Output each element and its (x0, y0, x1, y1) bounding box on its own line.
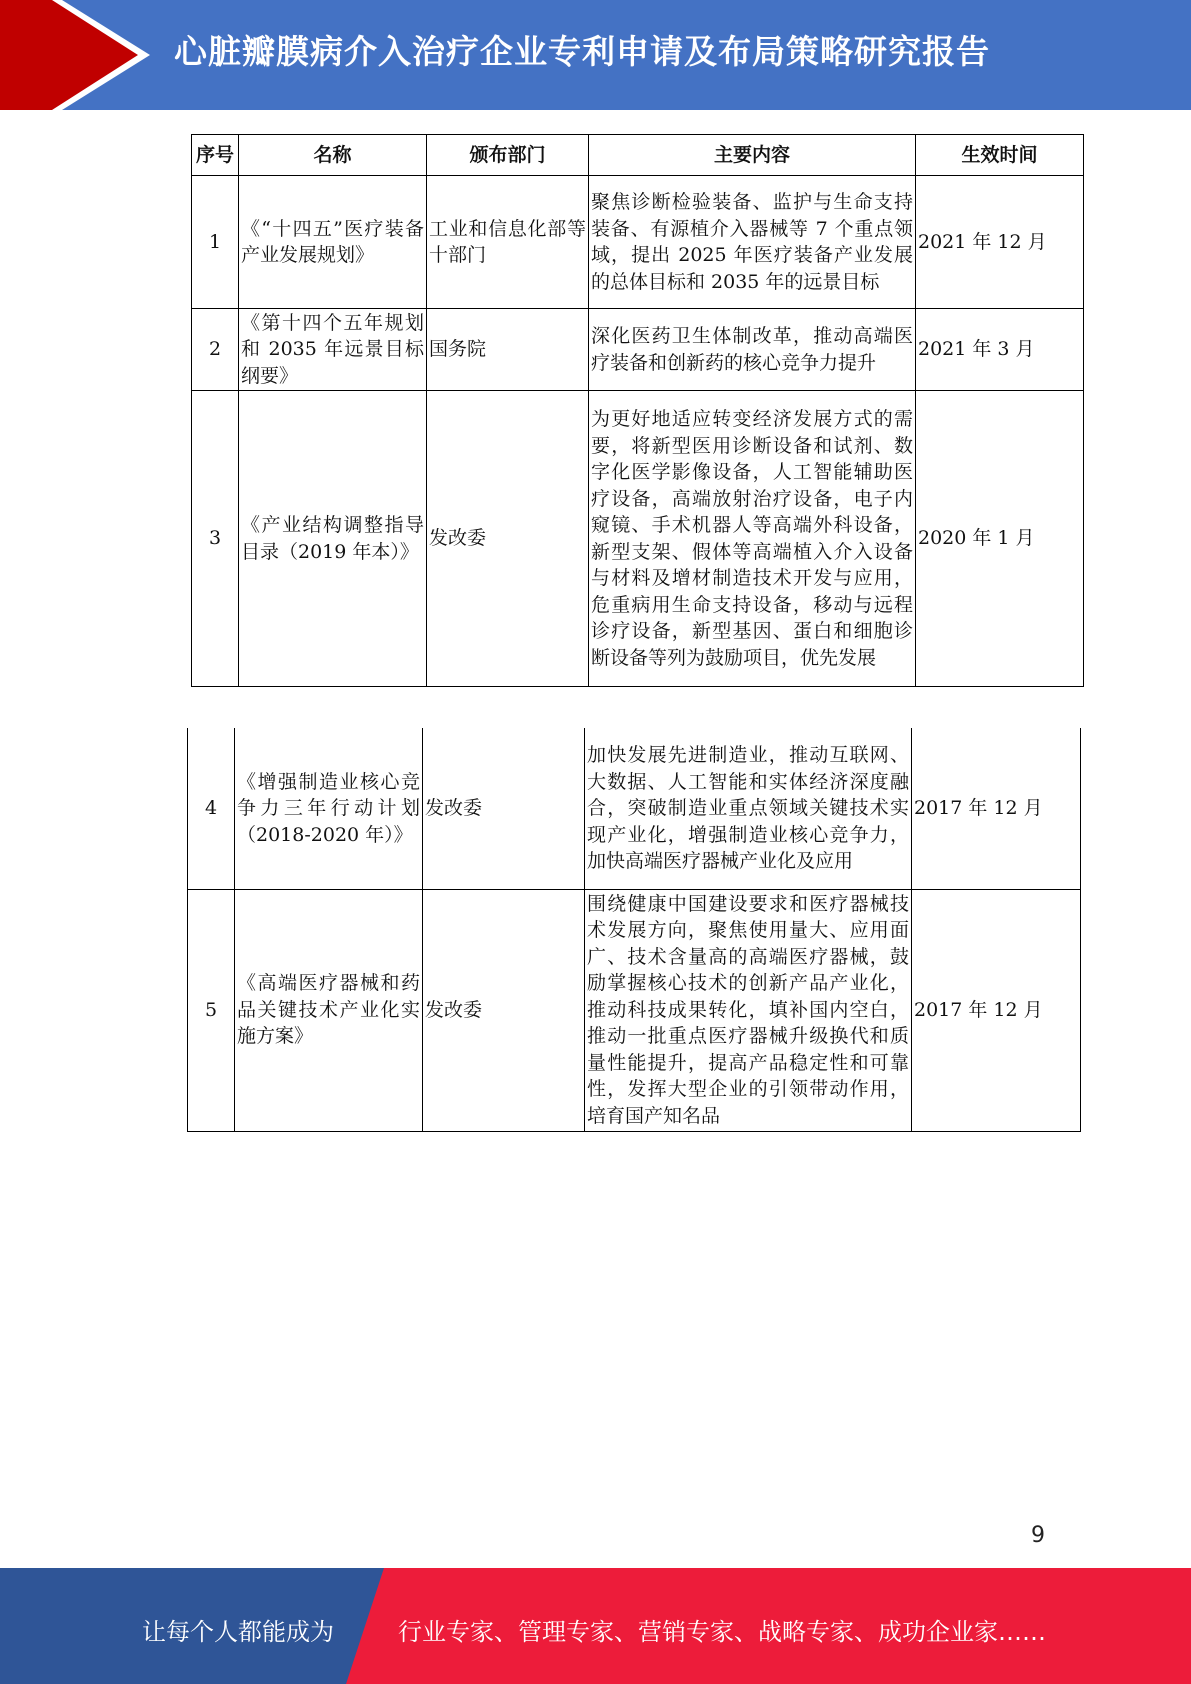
row-no: 2 (192, 309, 239, 391)
row-name: 《产业结构调整指导目录（2019 年本）》 (239, 391, 427, 687)
row-no: 1 (192, 176, 239, 309)
row-name: 《高端医疗器械和药品关键技术产业化实施方案》 (235, 889, 423, 1131)
header-arrow-decoration (0, 0, 160, 110)
policy-table-part-2 (187, 728, 1081, 1132)
row-content: 加快发展先进制造业，推动互联网、大数据、人工智能和实体经济深度融合，突破制造业重点领域关键技术实现产业化，增强制造业核心竞争力，加快高端医疗器械产业化及应用 (585, 728, 912, 889)
table-row (188, 889, 1081, 1131)
report-title: 心脏瓣膜病介入治疗企业专利申请及布局策略研究报告 (174, 32, 990, 71)
table-row (192, 391, 1084, 687)
row-date: 2021 年 12 月 (916, 176, 1084, 309)
column-header-name: 名称 (239, 135, 427, 176)
table-row (192, 309, 1084, 391)
row-name: 《第十四个五年规划和 2035 年远景目标纲要》 (239, 309, 427, 391)
row-dept: 发改委 (427, 391, 589, 687)
report-header (0, 0, 1191, 110)
row-name: 《增强制造业核心竞争力三年行动计划 （2018-2020 年）》 (235, 728, 423, 889)
policy-table-part-1 (191, 134, 1084, 687)
column-header-dept: 颁布部门 (427, 135, 589, 176)
row-no: 3 (192, 391, 239, 687)
row-dept: 国务院 (427, 309, 589, 391)
footer-slogan-right: 行业专家、管理专家、营销专家、战略专家、成功企业家…… (398, 1618, 1046, 1646)
row-date: 2021 年 3 月 (916, 309, 1084, 391)
column-header-no: 序号 (192, 135, 239, 176)
row-dept: 发改委 (423, 889, 585, 1131)
column-header-content: 主要内容 (589, 135, 916, 176)
page-number: 9 (1031, 1523, 1045, 1548)
row-dept: 工业和信息化部等十部门 (427, 176, 589, 309)
row-content: 围绕健康中国建设要求和医疗器械技术发展方向，聚焦使用量大、应用面广、技术含量高的高端医疗器械，鼓励掌握核心技术的创新产品产业化，推动科技成果转化，填补国内空白，推动一批重点医疗器械升级换代和质量性能提升，提高产品稳定性和可靠性，发挥大型企业的引领带动作用，培育国产知名品 (585, 889, 912, 1131)
row-date: 2020 年 1 月 (916, 391, 1084, 687)
row-name: 《“十四五”医疗装备产业发展规划》 (239, 176, 427, 309)
row-content: 聚焦诊断检验装备、监护与生命支持装备、有源植介入器械等 7 个重点领域，提出 2025 年医疗装备产业发展的总体目标和 2035 年的远景目标 (589, 176, 916, 309)
footer-slogan-left: 让每个人都能成为 (142, 1618, 334, 1646)
row-content: 为更好地适应转变经济发展方式的需要，将新型医用诊断设备和试剂、数字化医学影像设备，人工智能辅助医疗设备，高端放射治疗设备，电子内窥镜、手术机器人等高端外科设备，新型支架、假体等高端植入介入设备与材料及增材制造技术开发与应用，危重病用生命支持设备，移动与远程诊疗设备，新型基因、蛋白和细胞诊断设备等列为鼓励项目，优先发展 (589, 391, 916, 687)
table-header-row (192, 135, 1084, 176)
row-content: 深化医药卫生体制改革，推动高端医疗装备和创新药的核心竞争力提升 (589, 309, 916, 391)
report-footer (0, 1568, 1191, 1684)
row-no: 5 (188, 889, 235, 1131)
column-header-date: 生效时间 (916, 135, 1084, 176)
row-dept: 发改委 (423, 728, 585, 889)
table-row (188, 728, 1081, 889)
row-date: 2017 年 12 月 (912, 889, 1081, 1131)
row-date: 2017 年 12 月 (912, 728, 1081, 889)
row-no: 4 (188, 728, 235, 889)
table-row (192, 176, 1084, 309)
